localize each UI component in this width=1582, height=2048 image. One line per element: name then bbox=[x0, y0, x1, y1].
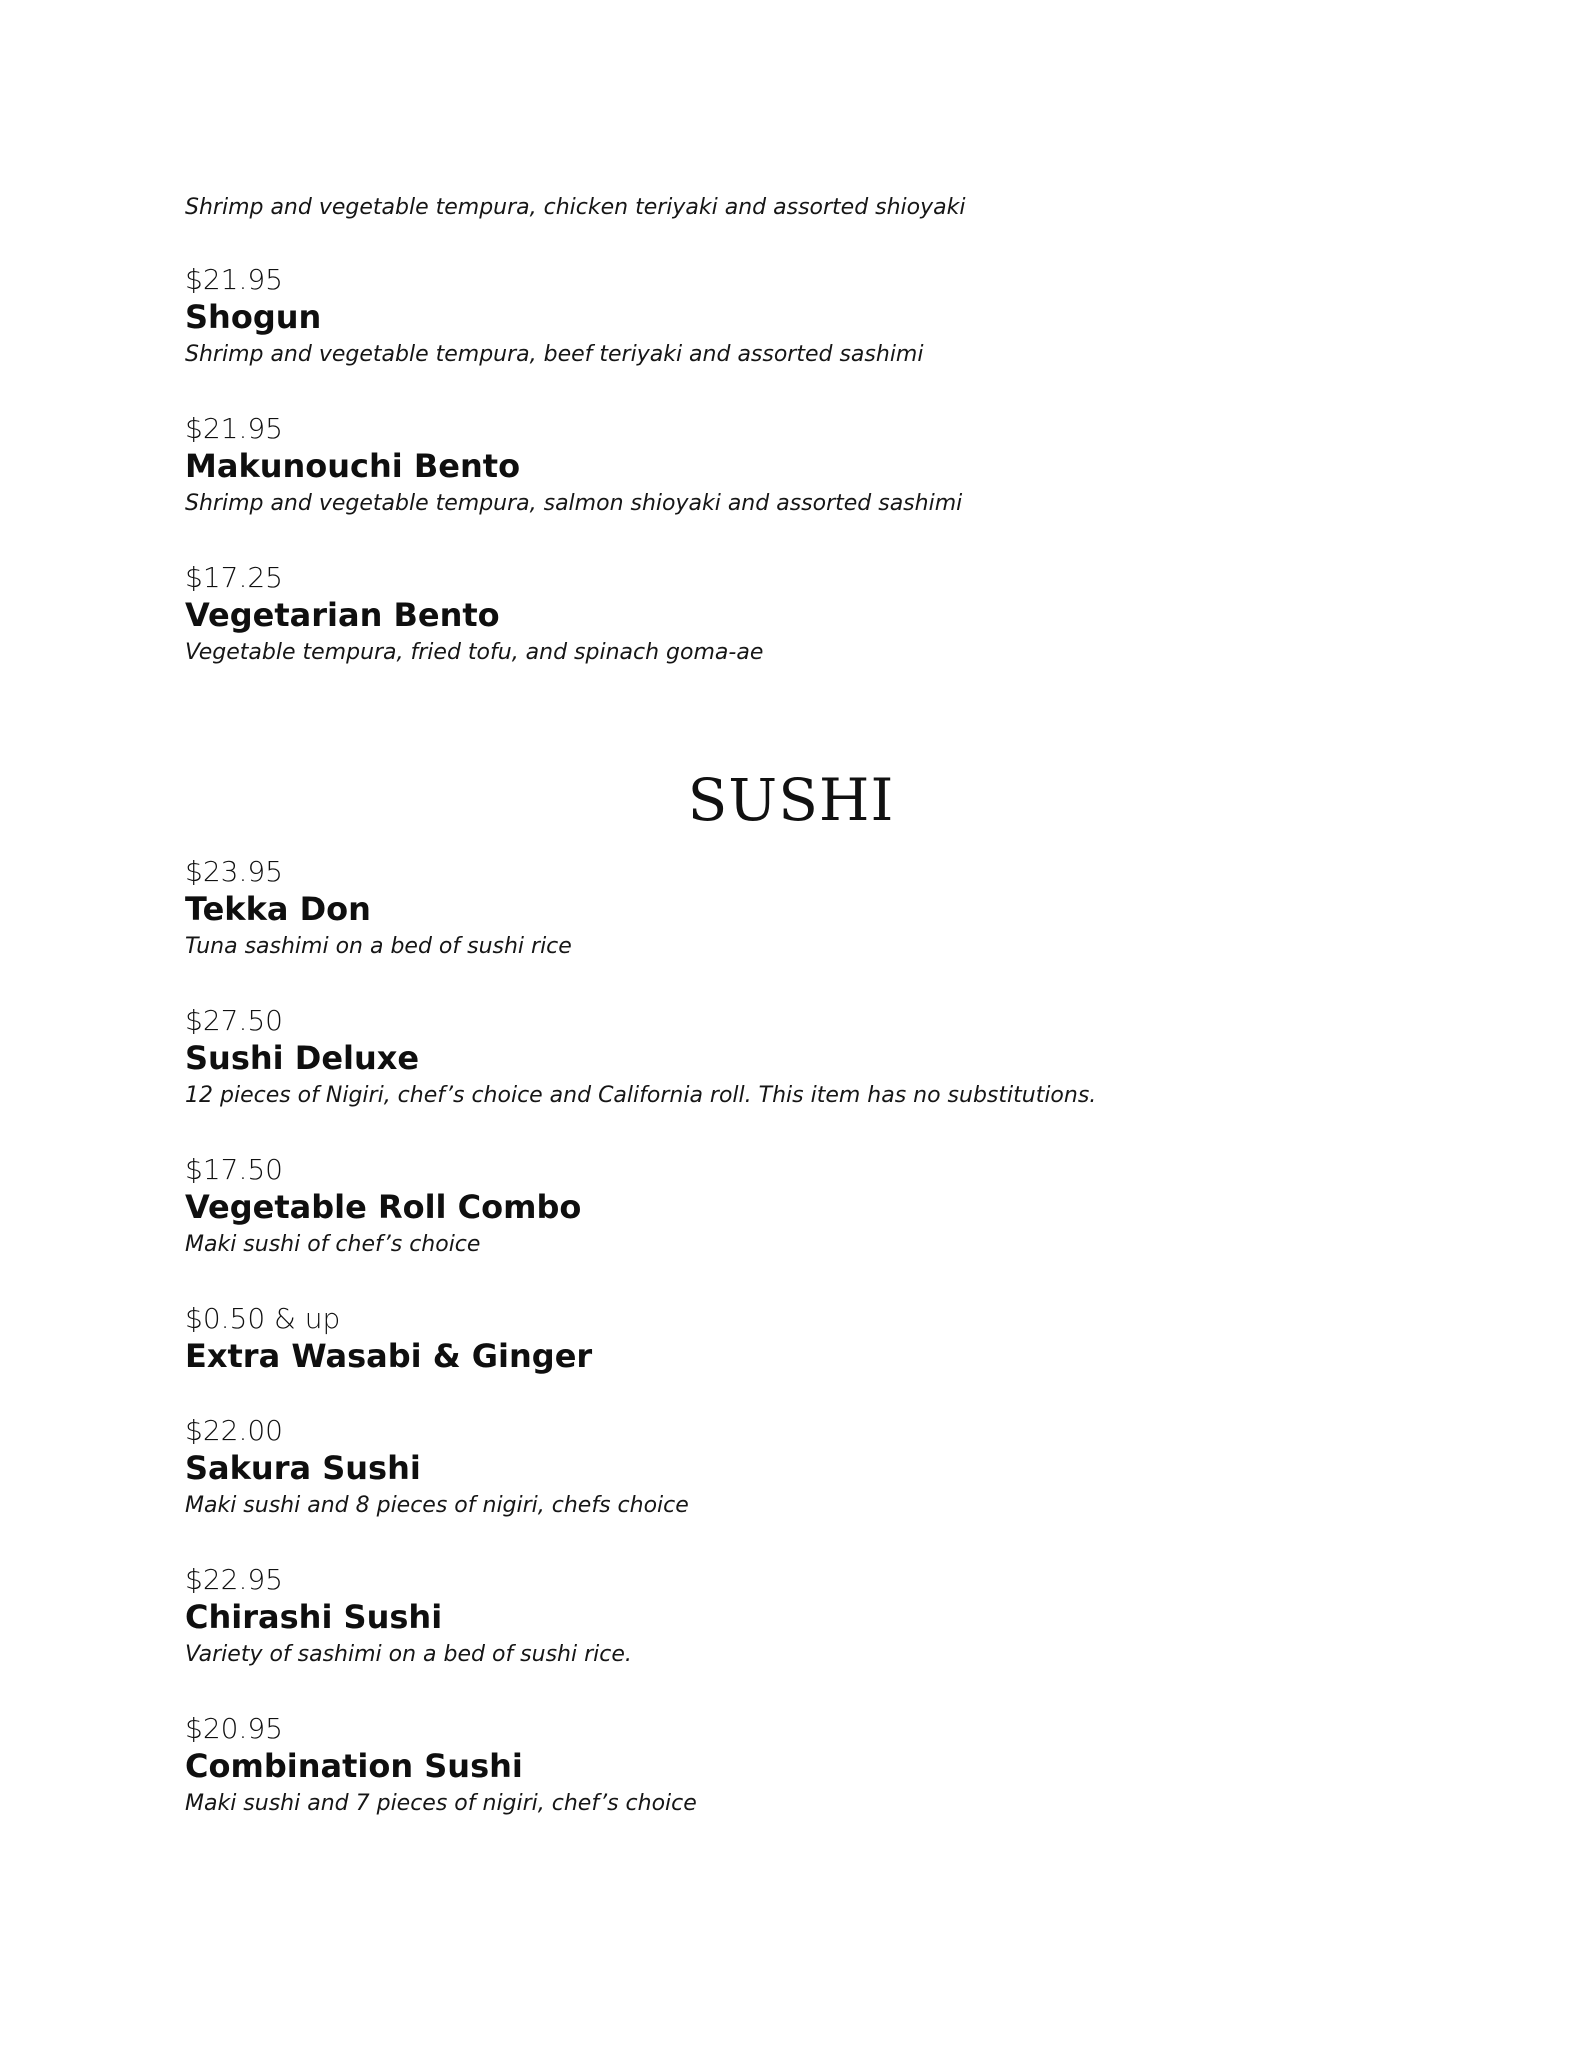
item-name: Sushi Deluxe bbox=[185, 1039, 420, 1077]
item-description: Vegetable tempura, fried tofu, and spinach goma-ae bbox=[185, 640, 764, 665]
menu-item-extra-wasabi-ginger bbox=[185, 1301, 1385, 1375]
item-name: Chirashi Sushi bbox=[185, 1598, 443, 1636]
item-name: Combination Sushi bbox=[185, 1747, 523, 1785]
item-name: Makunouchi Bento bbox=[185, 447, 521, 485]
lead-item-description: Shrimp and vegetable tempura, chicken teriyaki and assorted shioyaki bbox=[185, 195, 966, 220]
item-price: $22.95 bbox=[185, 1563, 283, 1596]
menu-item-vegetable-roll-combo bbox=[185, 1152, 1385, 1260]
item-price: $27.50 bbox=[185, 1004, 283, 1037]
item-name: Shogun bbox=[185, 298, 322, 336]
item-description: Shrimp and vegetable tempura, beef teriyaki and assorted sashimi bbox=[185, 342, 924, 367]
menu-item-sushi-deluxe bbox=[185, 1003, 1385, 1111]
menu-item-shogun bbox=[185, 262, 1385, 370]
item-description: 12 pieces of Nigiri, chef’s choice and California roll. This item has no substitutions. bbox=[185, 1083, 1097, 1108]
menu-item-sakura-sushi bbox=[185, 1413, 1385, 1521]
menu-item-chirashi-sushi bbox=[185, 1562, 1385, 1670]
item-name: Tekka Don bbox=[185, 890, 371, 928]
item-description: Maki sushi and 7 pieces of nigiri, chef’s choice bbox=[185, 1791, 697, 1816]
section-title-sushi: SUSHI bbox=[687, 766, 895, 834]
item-description: Variety of sashimi on a bed of sushi rice. bbox=[185, 1642, 632, 1667]
item-name: Sakura Sushi bbox=[185, 1449, 421, 1487]
item-price: $23.95 bbox=[185, 855, 283, 888]
menu-item-vegetarian-bento bbox=[185, 560, 1385, 668]
menu-item-tekka-don bbox=[185, 854, 1385, 962]
item-name: Vegetable Roll Combo bbox=[185, 1188, 582, 1226]
menu-item-makunouchi-bento bbox=[185, 411, 1385, 519]
item-description: Maki sushi of chef’s choice bbox=[185, 1232, 481, 1257]
item-description: Maki sushi and 8 pieces of nigiri, chefs choice bbox=[185, 1493, 689, 1518]
item-price: $21.95 bbox=[185, 412, 283, 445]
item-description: Shrimp and vegetable tempura, salmon shioyaki and assorted sashimi bbox=[185, 491, 963, 516]
item-name: Extra Wasabi & Ginger bbox=[185, 1337, 593, 1375]
item-price: $20.95 bbox=[185, 1712, 283, 1745]
item-name: Vegetarian Bento bbox=[185, 596, 500, 634]
menu-item-combination-sushi bbox=[185, 1711, 1385, 1819]
item-price: $17.50 bbox=[185, 1153, 283, 1186]
item-price: $0.50 & up bbox=[185, 1302, 341, 1335]
item-price: $17.25 bbox=[185, 561, 283, 594]
item-price: $21.95 bbox=[185, 263, 283, 296]
item-price: $22.00 bbox=[185, 1414, 283, 1447]
item-description: Tuna sashimi on a bed of sushi rice bbox=[185, 934, 572, 959]
